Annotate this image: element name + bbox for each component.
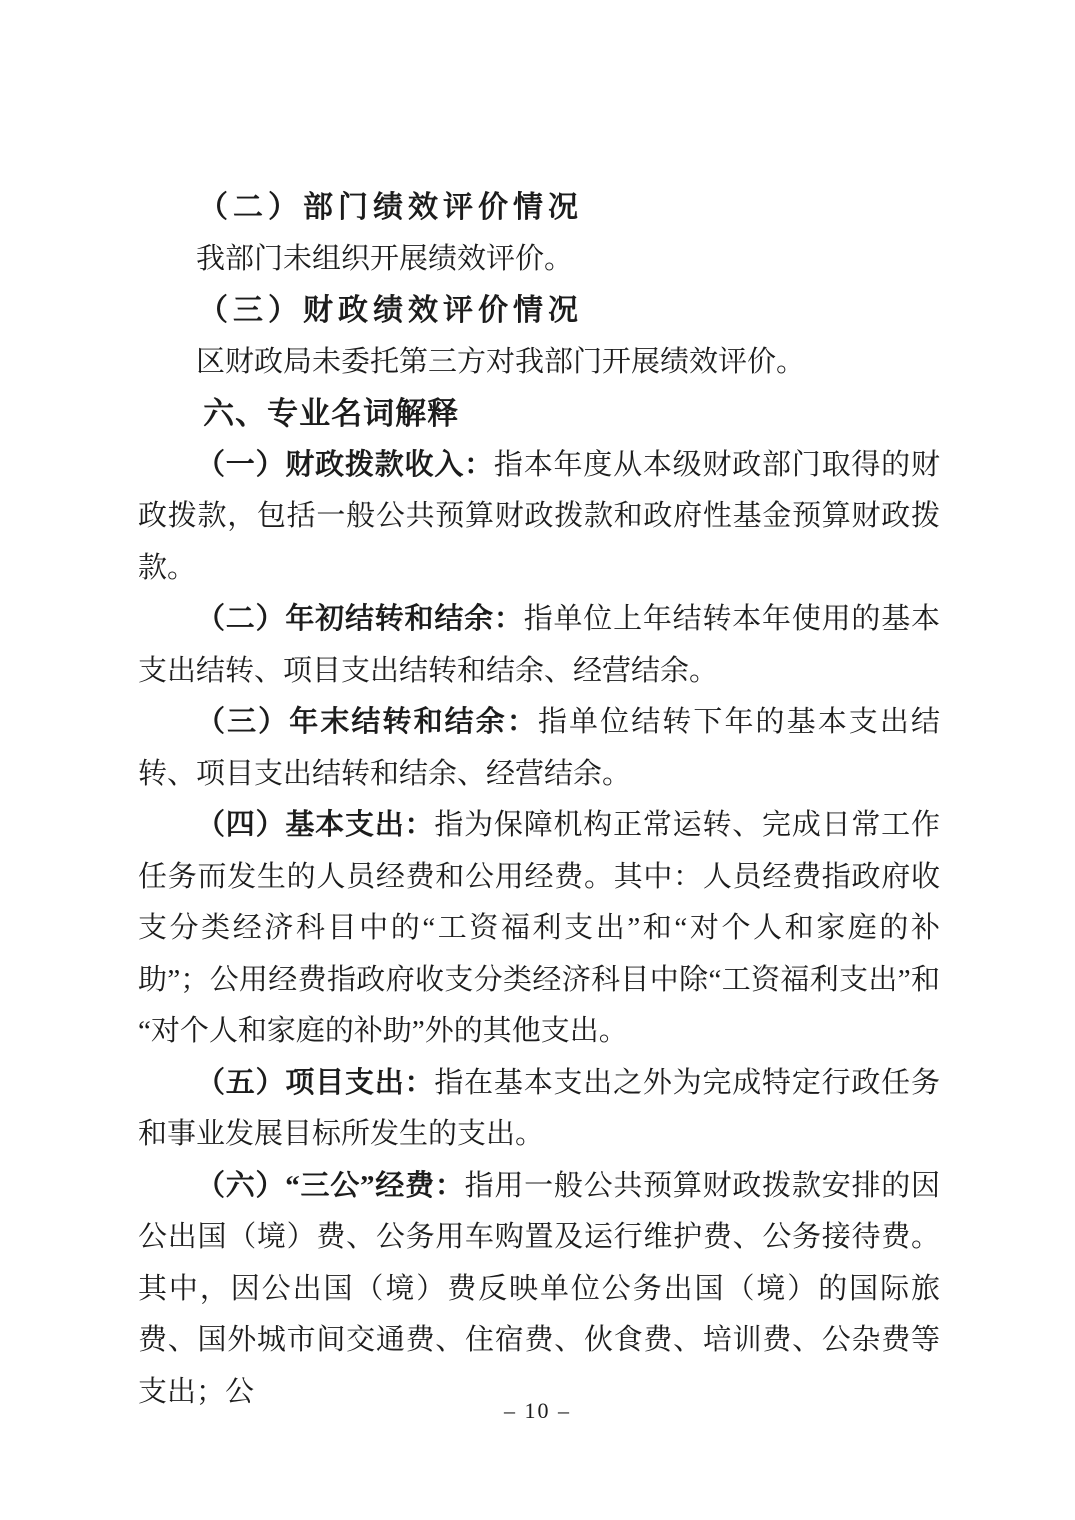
document-body	[138, 182, 940, 1418]
paragraph-term: （六）“三公”经费：	[196, 1169, 465, 1202]
paragraph-term: （一）财政拨款收入：	[196, 448, 494, 481]
paragraph: 区财政局未委托第三方对我部门开展绩效评价。	[196, 345, 806, 378]
paragraph-term: （四）基本支出：	[196, 809, 435, 841]
paragraph: （二）年初结转和结余：指单位上年结转本年使用的基本支出结转、项目支出结转和结余、经营结余。	[138, 603, 940, 687]
section-heading: 六、专业名词解释	[203, 396, 460, 431]
paragraph: （三）年末结转和结余：指单位结转下年的基本支出结转、项目支出结转和结余、经营结余。	[138, 706, 940, 790]
paragraph: （四）基本支出：指为保障机构正常运转、完成日常工作任务而发生的人员经费和公用经费。其中：人员经费指政府收支分类经济科目中的“工资福利支出”和“对个人和家庭的补助”；公用经费指政府收支分类经济科目中除“工资福利支出”和“对个人和家庭的补助”外的其他支出。	[138, 809, 940, 1047]
paragraph: （一）财政拨款收入：指本年度从本级财政部门取得的财政拨款，包括一般公共预算财政拨款和政府性基金预算财政拨款。	[138, 448, 940, 584]
section-heading: （三）财政绩效评价情况	[198, 294, 583, 327]
paragraph: （五）项目支出：指在基本支出之外为完成特定行政任务和事业发展目标所发生的支出。	[138, 1066, 940, 1150]
paragraph-term: （三）年末结转和结余：	[196, 706, 538, 738]
section-heading: （二）部门绩效评价情况	[198, 191, 583, 224]
paragraph: （六）“三公”经费：指用一般公共预算财政拨款安排的因公出国（境）费、公务用车购置及运行维护费、公务接待费。其中，因公出国（境）费反映单位公务出国（境）的国际旅费、国外城市间交通费、住宿费、伙食费、培训费、公杂费等支出；公	[138, 1169, 940, 1408]
page-number: – 10 –	[504, 1398, 571, 1423]
paragraph-term: （二）年初结转和结余：	[196, 603, 524, 635]
paragraph: 我部门未组织开展绩效评价。	[196, 242, 574, 275]
page-footer	[0, 1398, 1075, 1424]
paragraph-term: （五）项目支出：	[196, 1066, 435, 1099]
